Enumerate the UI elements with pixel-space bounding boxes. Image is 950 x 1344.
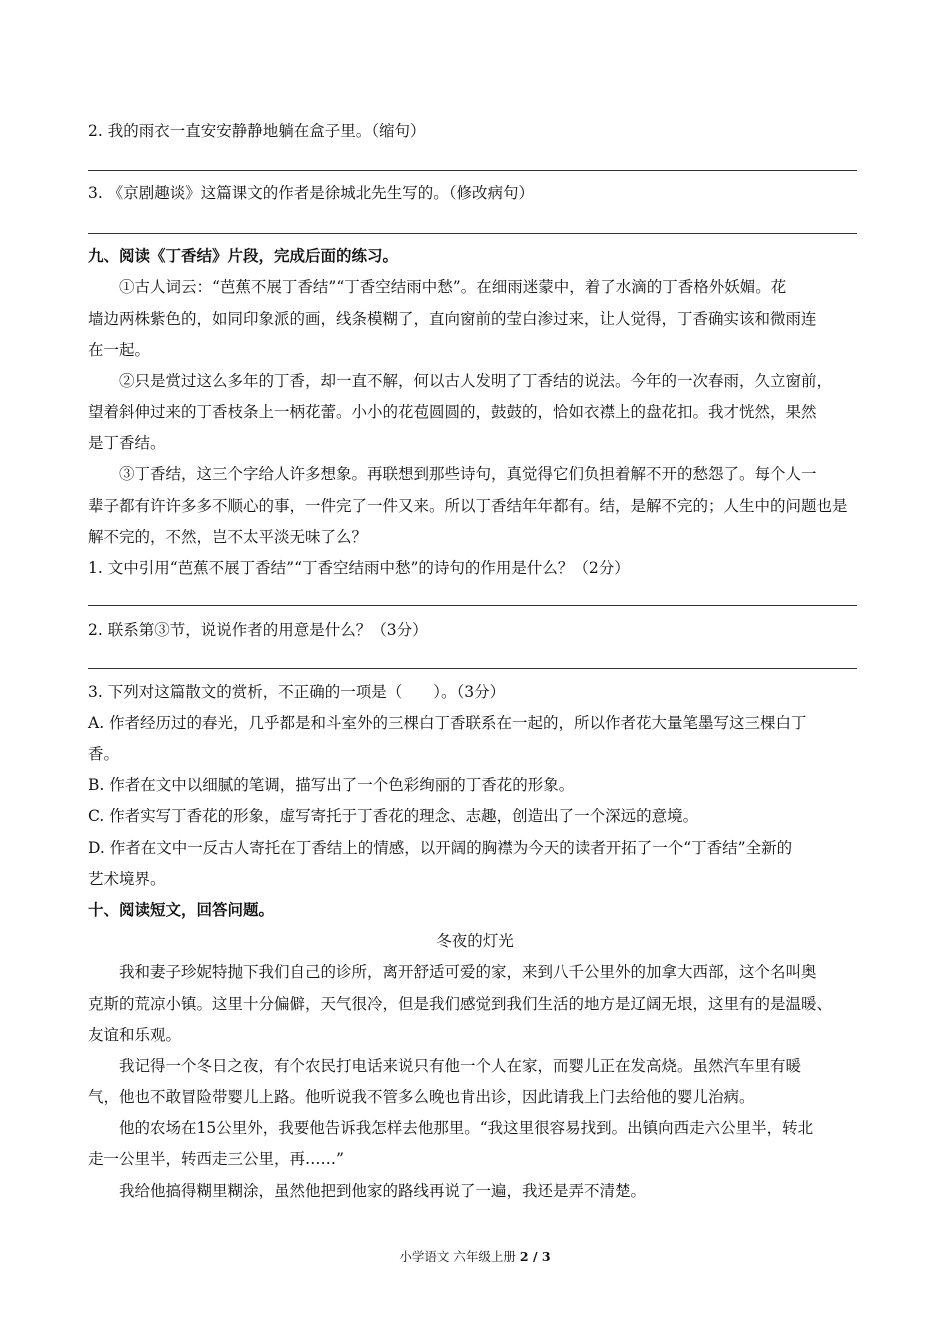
question-9-1: 1. 文中引用“芭蕉不展丁香结”“丁香空结雨中愁”的诗句的作用是什么？（2分）: [88, 559, 630, 577]
answer-line: [88, 233, 857, 234]
passage-p1-line-1: 我和妻子珍妮特抛下我们自己的诊所，离开舒适可爱的家，来到八千公里外的加拿大西部，这个名叫奥: [119, 963, 817, 981]
passage-p3-line-2: 走一公里半，转西走三公里，再……”: [88, 1150, 344, 1168]
passage-p3-line-1: 他的农场在15公里外，我要他告诉我怎样去他那里。“我这里很容易找到。出镇向西走六公里半，转北: [119, 1119, 814, 1137]
passage-p1-line-3: 友谊和乐观。: [88, 1026, 182, 1044]
passage-p4: 我给他搞得糊里糊涂，虽然他把到他家的路线再说了一遍，我还是弄不清楚。: [119, 1182, 647, 1200]
option-a-line-2: 香。: [88, 745, 120, 763]
option-d-line-2: 艺术境界。: [88, 870, 166, 888]
paragraph-1-line-1: ①古人词云：“芭蕉不展丁香结”“丁香空结雨中愁”。在细雨迷蒙中，着了水滴的丁香格外妖媚。花: [119, 278, 787, 296]
question-8-3: 3. 《京剧趣谈》这篇课文的作者是徐城北先生写的。（修改病句）: [88, 184, 534, 202]
paragraph-2-line-2: 望着斜伸过来的丁香枝条上一柄花蕾。小小的花苞圆圆的，鼓鼓的，恰如衣襟上的盘花扣。我才恍然，果然: [88, 403, 817, 421]
option-d-line-1: D. 作者在文中一反古人寄托在丁香结上的情感，以开阔的胸襟为今天的读者开拓了一个“丁香结”全新的: [88, 839, 793, 857]
answer-line: [88, 170, 857, 171]
paragraph-1-line-2: 墙边两株紫色的，如同印象派的画，线条模糊了，直向窗前的莹白渗过来，让人觉得，丁香确实该和微雨连: [88, 310, 817, 328]
answer-line: [88, 668, 857, 669]
page-footer: [0, 1249, 950, 1265]
option-b: B. 作者在文中以细腻的笔调，描写出了一个色彩绚丽的丁香花的形象。: [88, 776, 575, 794]
section-9-heading: 九、阅读《丁香结》片段，完成后面的练习。: [88, 246, 399, 265]
question-8-2: 2. 我的雨衣一直安安静静地躺在盒子里。（缩句）: [88, 122, 426, 140]
paragraph-1-line-3: 在一起。: [88, 341, 151, 359]
question-9-2: 2. 联系第③节，说说作者的用意是什么？（3分）: [88, 621, 428, 639]
option-c: C. 作者实写丁香花的形象，虚写寄托于丁香花的理念、志趣，创造出了一个深远的意境。: [88, 807, 699, 825]
footer-subject: 小学语文 六年级上册: [399, 1249, 516, 1264]
passage-title: 冬夜的灯光: [436, 932, 514, 950]
passage-p2-line-2: 气，他也不敢冒险带婴儿上路。他听说我不管多么晚也肯出诊，因此请我上门去给他的婴儿治病。: [88, 1088, 755, 1106]
page-number: 2 / 3: [519, 1249, 551, 1264]
question-9-3: 3. 下列对这篇散文的赏析，不正确的一项是（ ）。（3分）: [88, 683, 506, 701]
paragraph-2-line-3: 是丁香结。: [88, 434, 166, 452]
passage-p2-line-1: 我记得一个冬日之夜，有个农民打电话来说只有他一个人在家，而婴儿正在发高烧。虽然汽车里有暖: [119, 1057, 802, 1075]
option-a-line-1: A. 作者经历过的春光，几乎都是和斗室外的三棵白丁香联系在一起的，所以作者花大量笔墨写这三棵白丁: [88, 714, 807, 732]
section-10-heading: 十、阅读短文，回答问题。: [88, 900, 275, 919]
paragraph-3-line-2: 辈子都有许许多多不顺心的事，一件完了一件又来。所以丁香结年年都有。结，是解不完的；人生中的问题也是: [88, 497, 848, 515]
paragraph-2-line-1: ②只是赏过这么多年的丁香，却一直不解，何以古人发明了丁香结的说法。今年的一次春雨，久立窗前，: [119, 372, 833, 390]
paragraph-3-line-3: 解不完的，不然，岂不太平淡无味了么？: [88, 528, 368, 546]
passage-p1-line-2: 克斯的荒凉小镇。这里十分偏僻，天气很冷，但是我们感觉到我们生活的地方是辽阔无垠，这里有的是温暖、: [88, 995, 833, 1013]
answer-line: [88, 605, 857, 606]
paragraph-3-line-1: ③丁香结，这三个字给人许多想象。再联想到那些诗句，真觉得它们负担着解不开的愁怨了。每个人一: [119, 465, 817, 483]
